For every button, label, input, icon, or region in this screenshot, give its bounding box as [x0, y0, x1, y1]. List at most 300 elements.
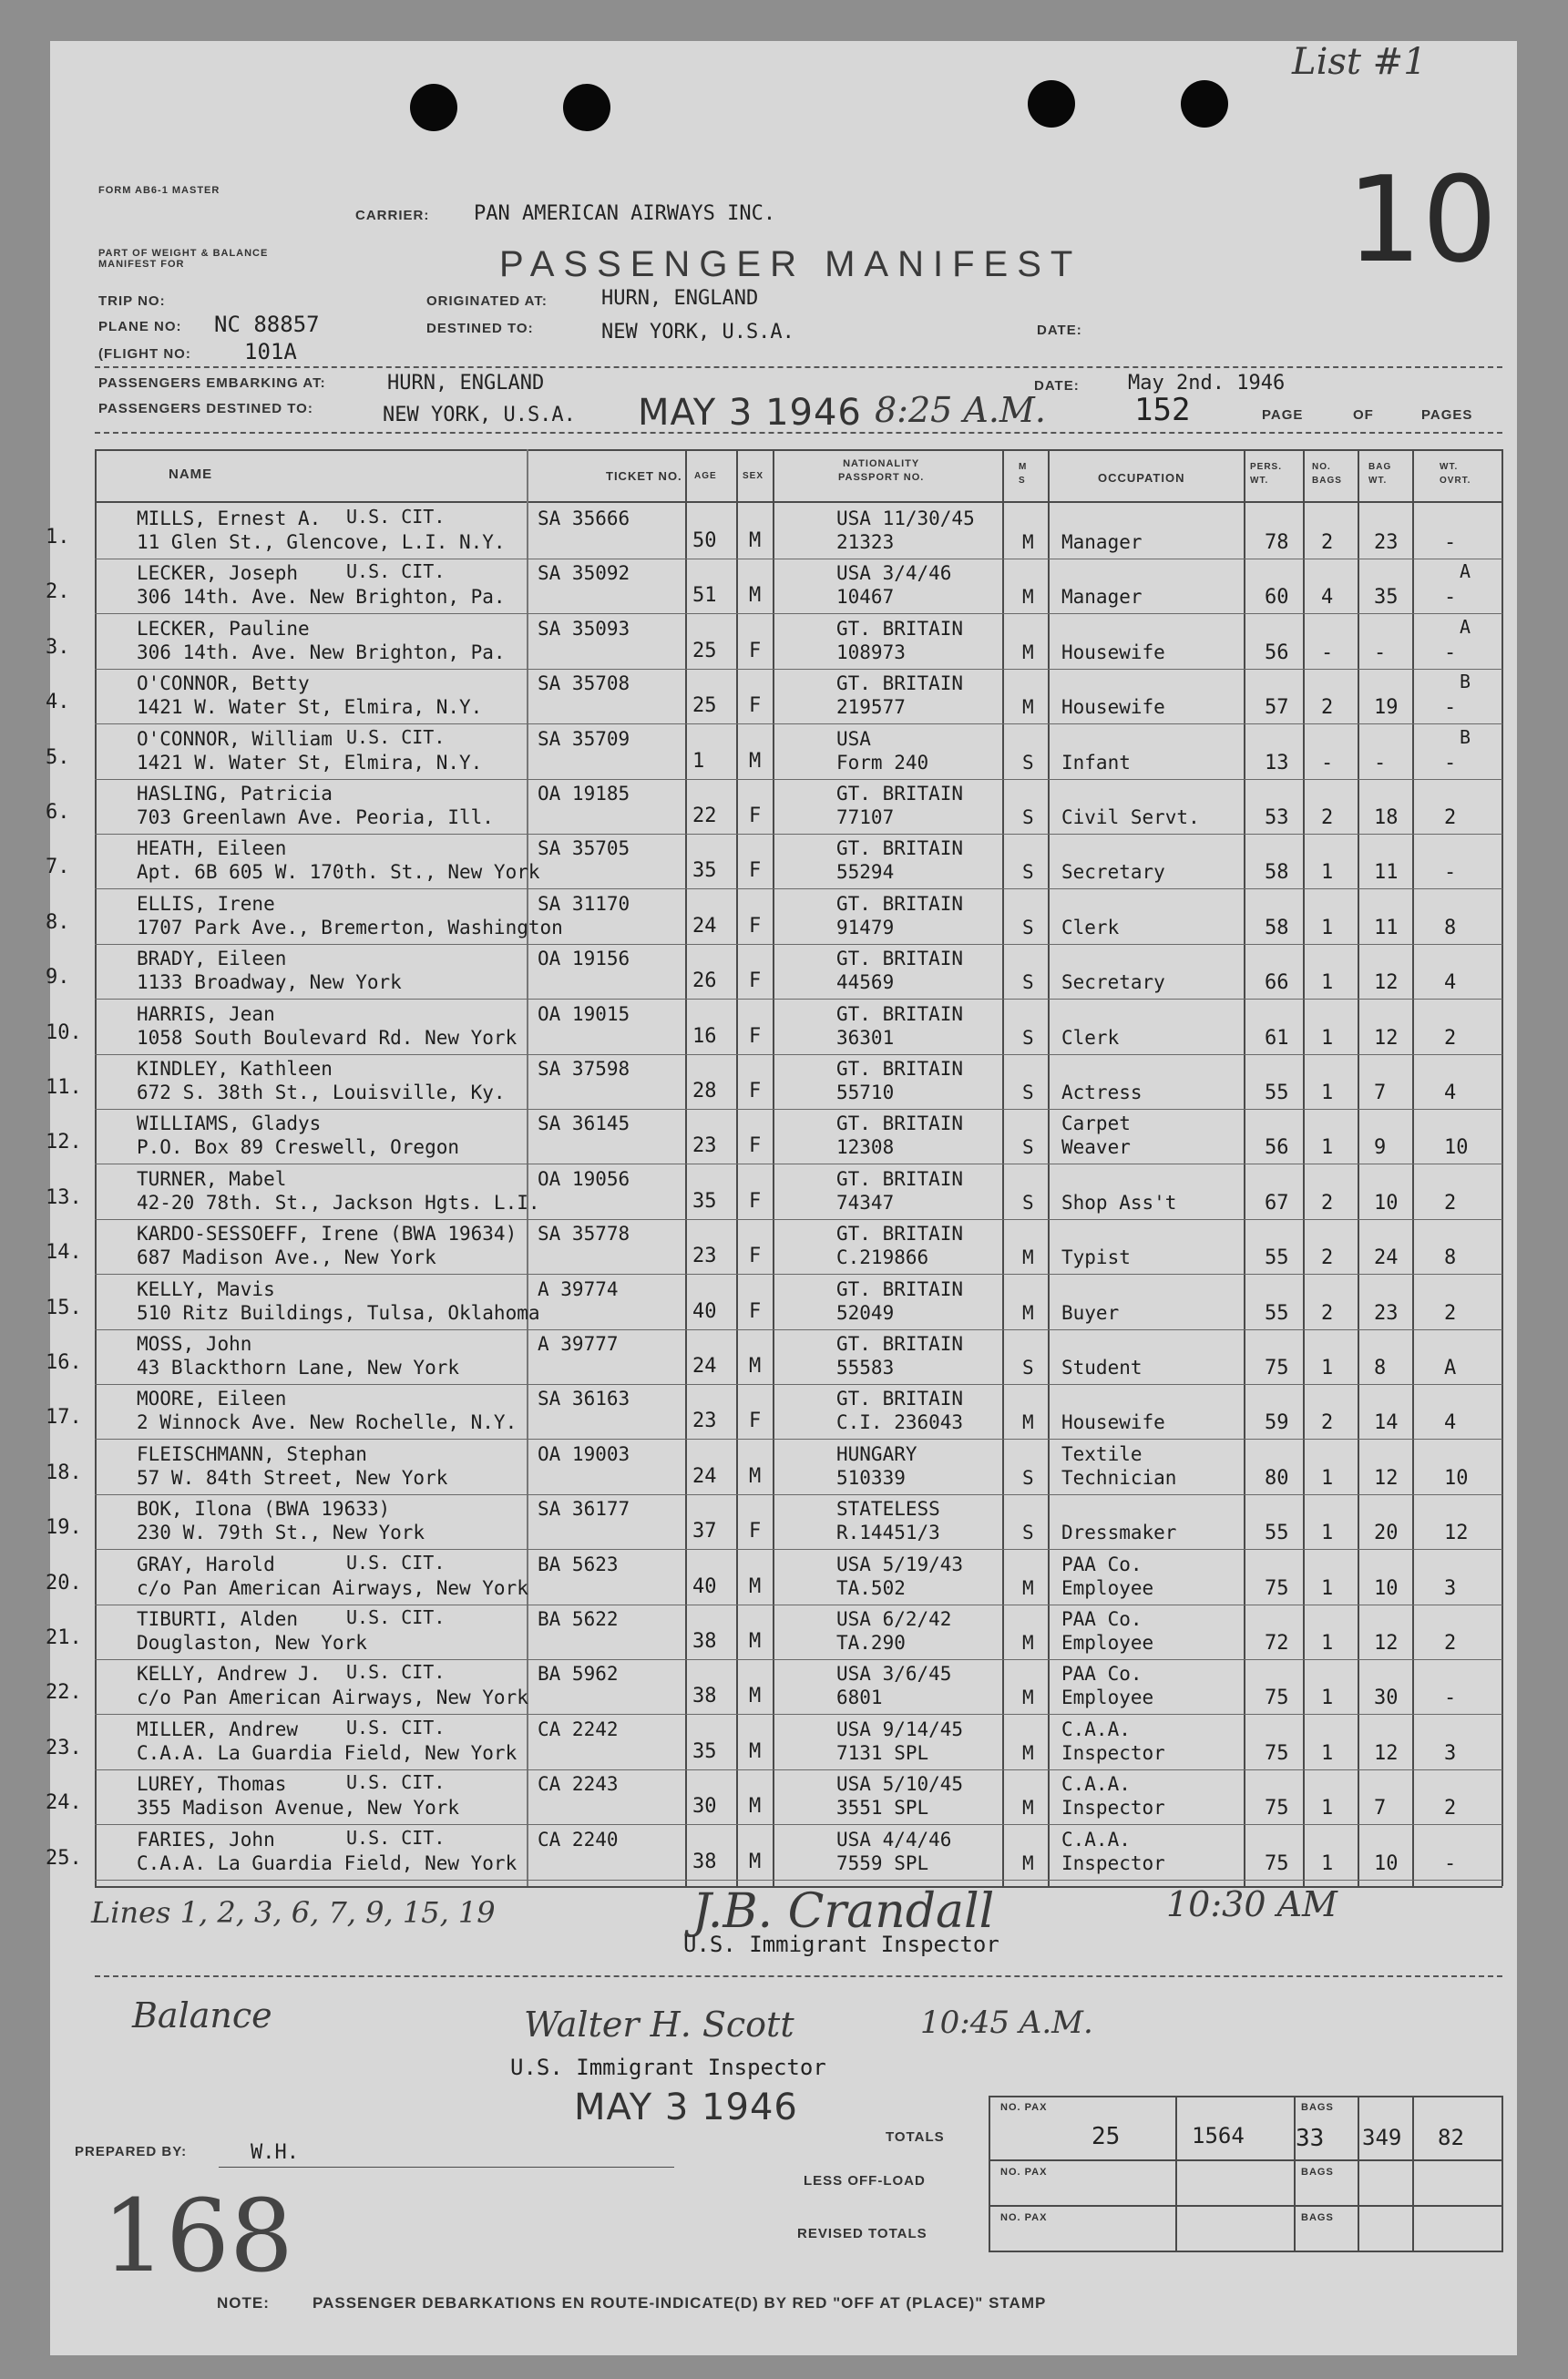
- passport-number: 55583: [836, 1357, 895, 1379]
- row-divider: [95, 1054, 1502, 1055]
- table-row: [0, 1331, 1568, 1386]
- passenger-address: 57 W. 84th Street, New York: [137, 1466, 448, 1489]
- ticket-number: BA 5622: [538, 1608, 619, 1630]
- overweight: -: [1444, 1851, 1457, 1875]
- nationality: USA 5/19/43: [836, 1553, 964, 1575]
- passenger-address: 11 Glen St., Glencove, L.I. N.Y.: [137, 531, 506, 553]
- row-number: 6.: [46, 801, 70, 824]
- marital-status: M: [1022, 531, 1034, 553]
- bag-weight: 7: [1374, 1797, 1387, 1820]
- passenger-age: 26: [692, 969, 717, 993]
- passenger-age: 23: [692, 1410, 717, 1433]
- passport-number: Form 240: [836, 751, 929, 774]
- pers-weight: 78: [1265, 531, 1289, 554]
- passport-number: 7131 SPL: [836, 1741, 929, 1764]
- row-divider: [95, 1439, 1502, 1440]
- prepared-by-label: PREPARED BY:: [75, 2144, 188, 2159]
- row-divider: [95, 1880, 1502, 1881]
- nationality: GT. BRITAIN: [836, 783, 964, 805]
- carrier-label: CARRIER:: [355, 208, 430, 223]
- passenger-name: KELLY, Mavis: [137, 1277, 275, 1300]
- overweight-mark: A: [1460, 615, 1471, 638]
- passport-number: 55710: [836, 1082, 895, 1103]
- flight-no-value: 101A: [244, 339, 297, 364]
- row-divider: [95, 944, 1502, 945]
- passport-number: 44569: [836, 971, 895, 994]
- bag-count: 1: [1321, 971, 1334, 995]
- bag-weight: 19: [1374, 696, 1399, 720]
- row-number: 23.: [46, 1736, 82, 1759]
- overweight: -: [1444, 1687, 1457, 1710]
- row-divider: [95, 999, 1502, 1000]
- bag-count: -: [1321, 751, 1334, 774]
- passport-number: TA.290: [836, 1632, 906, 1654]
- row-number: 20.: [46, 1571, 82, 1595]
- col-marital: M S: [1019, 462, 1028, 486]
- passenger-name: HEATH, Eileen: [137, 837, 287, 860]
- overweight: -: [1444, 641, 1457, 664]
- passenger-name: LUREY, Thomas: [137, 1773, 287, 1796]
- bag-count: 1: [1321, 1082, 1334, 1104]
- table-row: [0, 726, 1568, 781]
- pers-weight: 75: [1265, 1797, 1289, 1820]
- revised-bags-label: BAGS: [1301, 2212, 1334, 2223]
- passenger-name: BRADY, Eileen: [137, 948, 287, 970]
- ticket-number: SA 35093: [538, 617, 630, 640]
- row-number: 25.: [46, 1846, 82, 1870]
- row-number: 9.: [46, 966, 70, 990]
- row-number: 24.: [46, 1791, 82, 1815]
- passenger-sex: M: [749, 1355, 762, 1378]
- passenger-age: 24: [692, 914, 717, 938]
- overweight: 10: [1444, 1136, 1469, 1160]
- bag-weight: 18: [1374, 806, 1399, 829]
- col-name: NAME: [169, 467, 213, 482]
- occupation-line-1: Textile: [1061, 1442, 1143, 1465]
- passenger-age: 25: [692, 694, 717, 718]
- passenger-name: MOORE, Eileen: [137, 1388, 287, 1410]
- bag-weight: 12: [1374, 1026, 1399, 1050]
- nationality: GT. BRITAIN: [836, 1058, 964, 1080]
- passenger-name: O'CONNOR, Betty: [137, 672, 310, 695]
- bag-weight: 11: [1374, 916, 1399, 939]
- row-number: 11.: [46, 1076, 82, 1099]
- occupation: Inspector: [1061, 1741, 1165, 1764]
- passenger-age: 50: [692, 529, 717, 552]
- row-divider: [95, 1329, 1502, 1330]
- occupation: Clerk: [1061, 1026, 1120, 1049]
- note-label: NOTE:: [217, 2294, 270, 2312]
- row-number: 13.: [46, 1185, 82, 1209]
- row-divider: [95, 1219, 1502, 1220]
- row-number: 22.: [46, 1681, 82, 1705]
- total-bag-wt: 349: [1362, 2125, 1402, 2150]
- nationality: GT. BRITAIN: [836, 1002, 964, 1025]
- marital-status: S: [1022, 1191, 1034, 1214]
- pers-weight: 75: [1265, 1357, 1289, 1379]
- total-bags: 33: [1296, 2125, 1325, 2152]
- nationality: STATELESS: [836, 1498, 940, 1521]
- occupation: Civil Servt.: [1061, 806, 1200, 828]
- pers-weight: 66: [1265, 971, 1289, 995]
- col-sex: SEX: [743, 471, 764, 481]
- footer-note: PASSENGER DEBARKATIONS EN ROUTE-INDICATE(D) BY RED "OFF AT (PLACE)" STAMP: [313, 2294, 1047, 2312]
- passport-number: TA.502: [836, 1576, 906, 1599]
- destined-passengers-label: PASSENGERS DESTINED TO:: [98, 401, 313, 416]
- pers-weight: 57: [1265, 696, 1289, 720]
- marital-status: M: [1022, 1851, 1034, 1874]
- passenger-age: 40: [692, 1574, 717, 1598]
- passenger-age: 25: [692, 639, 717, 662]
- passenger-age: 35: [692, 859, 717, 883]
- inspector-title-2: U.S. Immigrant Inspector: [510, 2055, 826, 2080]
- row-divider: [95, 723, 1502, 724]
- row-number: 2.: [46, 580, 70, 604]
- bag-count: 1: [1321, 1357, 1334, 1379]
- passenger-address: P.O. Box 89 Creswell, Oregon: [137, 1136, 460, 1159]
- row-number: 16.: [46, 1351, 82, 1374]
- flight-no-label: (FLIGHT NO:: [98, 346, 191, 362]
- occupation: Infant: [1061, 751, 1131, 774]
- occupation: Inspector: [1061, 1851, 1165, 1874]
- pers-weight: 55: [1265, 1082, 1289, 1104]
- ticket-number: SA 35705: [538, 837, 630, 860]
- pers-weight: 61: [1265, 1026, 1289, 1050]
- passport-number: 74347: [836, 1191, 895, 1214]
- overweight: 4: [1444, 1411, 1457, 1435]
- passenger-name: WILLIAMS, Gladys: [137, 1113, 322, 1135]
- page-number-large: 10: [1347, 150, 1498, 289]
- passenger-address: 355 Madison Avenue, New York: [137, 1797, 460, 1820]
- passenger-age: 23: [692, 1245, 717, 1268]
- ticket-number: SA 35708: [538, 672, 630, 695]
- ticket-number: SA 31170: [538, 892, 630, 915]
- col-wt-ovrt: WT. OVRT.: [1440, 462, 1471, 486]
- passenger-age: 23: [692, 1134, 717, 1158]
- passenger-name: LECKER, Joseph: [137, 562, 299, 585]
- passport-number: 55294: [836, 861, 895, 884]
- passenger-sex: F: [749, 1520, 762, 1543]
- passenger-address: 1133 Broadway, New York: [137, 971, 402, 994]
- passport-number: 91479: [836, 916, 895, 938]
- nationality: GT. BRITAIN: [836, 837, 964, 860]
- marital-status: S: [1022, 751, 1034, 774]
- occupation: Employee: [1061, 1576, 1154, 1599]
- col-occupation: OCCUPATION: [1098, 471, 1185, 485]
- ticket-number: BA 5623: [538, 1553, 619, 1575]
- bag-weight: 20: [1374, 1522, 1399, 1545]
- marital-status: M: [1022, 696, 1034, 719]
- ticket-number: CA 2240: [538, 1828, 619, 1851]
- occupation: Manager: [1061, 531, 1143, 553]
- marital-status: M: [1022, 1576, 1034, 1599]
- occupation-line-1: C.A.A.: [1061, 1773, 1131, 1796]
- citizenship-note: U.S. CIT.: [346, 560, 446, 583]
- overweight: -: [1444, 751, 1457, 774]
- nationality: GT. BRITAIN: [836, 1113, 964, 1135]
- passenger-address: C.A.A. La Guardia Field, New York: [137, 1851, 518, 1874]
- passenger-name: ELLIS, Irene: [137, 892, 275, 915]
- passenger-name: FARIES, John: [137, 1828, 275, 1851]
- marital-status: S: [1022, 971, 1034, 994]
- nationality: USA 5/10/45: [836, 1773, 964, 1796]
- passenger-name: TIBURTI, Alden: [137, 1608, 299, 1630]
- passenger-address: 1707 Park Ave., Bremerton, Washington: [137, 916, 563, 938]
- bag-weight: 12: [1374, 1632, 1399, 1655]
- form-number: FORM AB6-1 MASTER: [98, 185, 220, 196]
- passport-number: 7559 SPL: [836, 1851, 929, 1874]
- ticket-number: CA 2242: [538, 1718, 619, 1740]
- total-ovrt: 82: [1438, 2125, 1464, 2150]
- pers-weight: 67: [1265, 1191, 1289, 1215]
- prepared-by-value: W.H.: [251, 2141, 299, 2164]
- passport-number: 510339: [836, 1466, 906, 1489]
- bag-count: 1: [1321, 1851, 1334, 1875]
- overweight: 8: [1444, 916, 1457, 939]
- overweight: 3: [1444, 1576, 1457, 1600]
- bag-count: 2: [1321, 1411, 1334, 1435]
- passenger-address: 2 Winnock Ave. New Rochelle, N.Y.: [137, 1411, 518, 1434]
- nationality: GT. BRITAIN: [836, 1388, 964, 1410]
- table-row: [0, 560, 1568, 615]
- row-divider: [95, 669, 1502, 670]
- row-divider: [95, 1384, 1502, 1385]
- nationality: GT. BRITAIN: [836, 1167, 964, 1190]
- destined-label: DESTINED TO:: [426, 321, 534, 336]
- row-number: 7.: [46, 856, 70, 879]
- occupation: Clerk: [1061, 916, 1120, 938]
- ticket-number: SA 37598: [538, 1058, 630, 1080]
- date-stamp-2: MAY 3 1946: [574, 2087, 798, 2128]
- citizenship-note: U.S. CIT.: [346, 506, 446, 528]
- ticket-number: OA 19015: [538, 1002, 630, 1025]
- bag-weight: 14: [1374, 1411, 1399, 1435]
- table-row: [0, 1771, 1568, 1826]
- passenger-address: 1058 South Boulevard Rd. New York: [137, 1026, 518, 1049]
- row-number: 8.: [46, 910, 70, 934]
- row-divider: [95, 613, 1502, 614]
- bag-weight: 12: [1374, 971, 1399, 995]
- punch-hole: [1028, 80, 1075, 128]
- citizenship-note: U.S. CIT.: [346, 1771, 446, 1794]
- nationality: HUNGARY: [836, 1442, 917, 1465]
- citizenship-note: U.S. CIT.: [346, 1551, 446, 1574]
- originated-value: HURN, ENGLAND: [601, 287, 759, 310]
- row-divider: [95, 1659, 1502, 1660]
- occupation: Dressmaker: [1061, 1522, 1177, 1544]
- occupation: Employee: [1061, 1632, 1154, 1654]
- ticket-number: SA 36163: [538, 1388, 630, 1410]
- bag-count: 2: [1321, 531, 1334, 554]
- nationality: GT. BRITAIN: [836, 1333, 964, 1355]
- marital-status: M: [1022, 586, 1034, 609]
- overweight: 2: [1444, 1632, 1457, 1655]
- passport-number: 21323: [836, 531, 895, 553]
- passport-number: 6801: [836, 1687, 883, 1709]
- occupation-line-1: C.A.A.: [1061, 1718, 1131, 1740]
- row-divider: [95, 1714, 1502, 1715]
- table-row: [0, 1717, 1568, 1771]
- marital-status: M: [1022, 1301, 1034, 1324]
- marital-status: S: [1022, 861, 1034, 884]
- ticket-number: A 39777: [538, 1333, 619, 1355]
- table-row: [0, 1496, 1568, 1551]
- table-row: [0, 1221, 1568, 1276]
- row-number: 5.: [46, 745, 70, 769]
- bag-weight: 23: [1374, 531, 1399, 554]
- totals-bags-label: BAGS: [1301, 2102, 1334, 2113]
- citizenship-note: U.S. CIT.: [346, 725, 446, 748]
- ticket-number: SA 35666: [538, 508, 630, 529]
- passenger-address: Apt. 6B 605 W. 170th. St., New York: [137, 861, 540, 884]
- passenger-age: 24: [692, 1464, 717, 1488]
- trip-no-label: TRIP NO:: [98, 293, 166, 309]
- passenger-sex: F: [749, 1024, 762, 1048]
- row-number: 3.: [46, 635, 70, 659]
- passenger-name: HARRIS, Jean: [137, 1002, 275, 1025]
- bag-count: 2: [1321, 806, 1334, 829]
- passenger-name: BOK, Ilona (BWA 19633): [137, 1498, 391, 1521]
- passenger-age: 35: [692, 1189, 717, 1213]
- marital-status: M: [1022, 1797, 1034, 1820]
- overweight: 2: [1444, 806, 1457, 829]
- table-row: [0, 1001, 1568, 1056]
- totals-no-pax-label: NO. PAX: [1000, 2102, 1048, 2113]
- marital-status: S: [1022, 1136, 1034, 1159]
- ticket-number: SA 35092: [538, 562, 630, 585]
- bag-count: 1: [1321, 1741, 1334, 1765]
- date2-value: May 2nd. 1946: [1128, 372, 1286, 395]
- revised-no-pax-label: NO. PAX: [1000, 2212, 1048, 2223]
- occupation: Typist: [1061, 1246, 1131, 1269]
- col-bag-wt: BAG WT.: [1368, 462, 1392, 486]
- passenger-name: KARDO-SESSOEFF, Irene (BWA 19634): [137, 1223, 518, 1246]
- bag-weight: 23: [1374, 1301, 1399, 1325]
- bag-count: 1: [1321, 1466, 1334, 1490]
- passenger-age: 1: [692, 749, 705, 773]
- embarking-value: HURN, ENGLAND: [387, 372, 545, 395]
- row-number: 10.: [46, 1020, 82, 1044]
- row-divider: [95, 834, 1502, 835]
- passenger-sex: F: [749, 1299, 762, 1323]
- page-label: PAGE: [1262, 407, 1304, 423]
- marital-status: M: [1022, 1411, 1034, 1434]
- passenger-name: LECKER, Pauline: [137, 617, 310, 640]
- pers-weight: 56: [1265, 641, 1289, 664]
- less-no-pax-label: NO. PAX: [1000, 2167, 1048, 2178]
- bag-count: 2: [1321, 1301, 1334, 1325]
- row-number: 15.: [46, 1296, 82, 1319]
- row-number: 4.: [46, 691, 70, 714]
- bag-weight: 10: [1374, 1191, 1399, 1215]
- form-subtitle: PART OF WEIGHT & BALANCE MANIFEST FOR: [98, 248, 269, 270]
- punch-hole: [563, 84, 610, 131]
- bag-count: 1: [1321, 916, 1334, 939]
- row-number: 12.: [46, 1131, 82, 1154]
- passenger-age: 30: [692, 1795, 717, 1819]
- balance-note: Balance: [132, 1995, 272, 2035]
- passport-number: C.219866: [836, 1246, 929, 1269]
- passenger-age: 37: [692, 1520, 717, 1543]
- bag-weight: -: [1374, 751, 1387, 774]
- ticket-number: SA 36177: [538, 1498, 630, 1521]
- pers-weight: 55: [1265, 1246, 1289, 1270]
- overweight: -: [1444, 696, 1457, 720]
- carrier-value: PAN AMERICAN AIRWAYS INC.: [474, 202, 776, 225]
- less-bags-label: BAGS: [1301, 2167, 1334, 2178]
- occupation: Technician: [1061, 1466, 1177, 1489]
- date2-label: DATE:: [1034, 378, 1080, 394]
- bag-count: 1: [1321, 1576, 1334, 1600]
- citizenship-note: U.S. CIT.: [346, 1606, 446, 1628]
- occupation: Housewife: [1061, 641, 1165, 663]
- occupation: Manager: [1061, 586, 1143, 609]
- passenger-name: MILLER, Andrew: [137, 1718, 299, 1740]
- pers-weight: 59: [1265, 1411, 1289, 1435]
- passenger-address: C.A.A. La Guardia Field, New York: [137, 1741, 518, 1764]
- pers-weight: 75: [1265, 1687, 1289, 1710]
- citizenship-note: U.S. CIT.: [346, 1716, 446, 1738]
- bag-weight: 24: [1374, 1246, 1399, 1270]
- nationality: USA 6/2/42: [836, 1608, 952, 1630]
- passenger-name: MOSS, John: [137, 1333, 252, 1355]
- table-row: [0, 836, 1568, 890]
- passenger-sex: F: [749, 1245, 762, 1268]
- ticket-number: OA 19156: [538, 948, 630, 970]
- occupation: Shop Ass't: [1061, 1191, 1177, 1214]
- nationality: GT. BRITAIN: [836, 1277, 964, 1300]
- passenger-age: 28: [692, 1080, 717, 1102]
- table-row: [0, 1277, 1568, 1331]
- passenger-sex: M: [749, 749, 762, 773]
- overweight: A: [1444, 1357, 1457, 1379]
- table-row: [0, 1661, 1568, 1716]
- occupation: Actress: [1061, 1082, 1143, 1103]
- row-number: 18.: [46, 1461, 82, 1484]
- passenger-sex: M: [749, 1685, 762, 1708]
- passenger-address: 42-20 78th. St., Jackson Hgts. L.I.: [137, 1191, 540, 1214]
- row-divider: [95, 888, 1502, 889]
- bag-count: 4: [1321, 586, 1334, 610]
- overweight: 2: [1444, 1191, 1457, 1215]
- bag-weight: 10: [1374, 1851, 1399, 1875]
- bag-count: 1: [1321, 1522, 1334, 1545]
- passenger-age: 22: [692, 805, 717, 827]
- passenger-name: KINDLEY, Kathleen: [137, 1058, 333, 1080]
- passenger-sex: M: [749, 1850, 762, 1873]
- pers-weight: 72: [1265, 1632, 1289, 1655]
- row-number: 17.: [46, 1406, 82, 1430]
- passenger-sex: M: [749, 1630, 762, 1653]
- inspector-signature-2: Walter H. Scott: [524, 2005, 794, 2045]
- signature-2-time: 10:45 A.M.: [920, 2005, 1093, 2041]
- overweight: -: [1444, 586, 1457, 610]
- row-divider: [95, 1549, 1502, 1550]
- nationality: USA 9/14/45: [836, 1718, 964, 1740]
- marital-status: S: [1022, 1082, 1034, 1103]
- passenger-address: 43 Blackthorn Lane, New York: [137, 1357, 460, 1379]
- occupation: Employee: [1061, 1687, 1154, 1709]
- col-ticket: TICKET NO.: [606, 469, 682, 483]
- passenger-address: 1421 W. Water St, Elmira, N.Y.: [137, 751, 483, 774]
- signature-1-time: 10:30 AM: [1166, 1884, 1337, 1924]
- bag-count: 1: [1321, 1632, 1334, 1655]
- pers-weight: 58: [1265, 916, 1289, 939]
- table-row: [0, 781, 1568, 836]
- overweight: 3: [1444, 1741, 1457, 1765]
- passenger-age: 16: [692, 1024, 717, 1048]
- marital-status: S: [1022, 1466, 1034, 1489]
